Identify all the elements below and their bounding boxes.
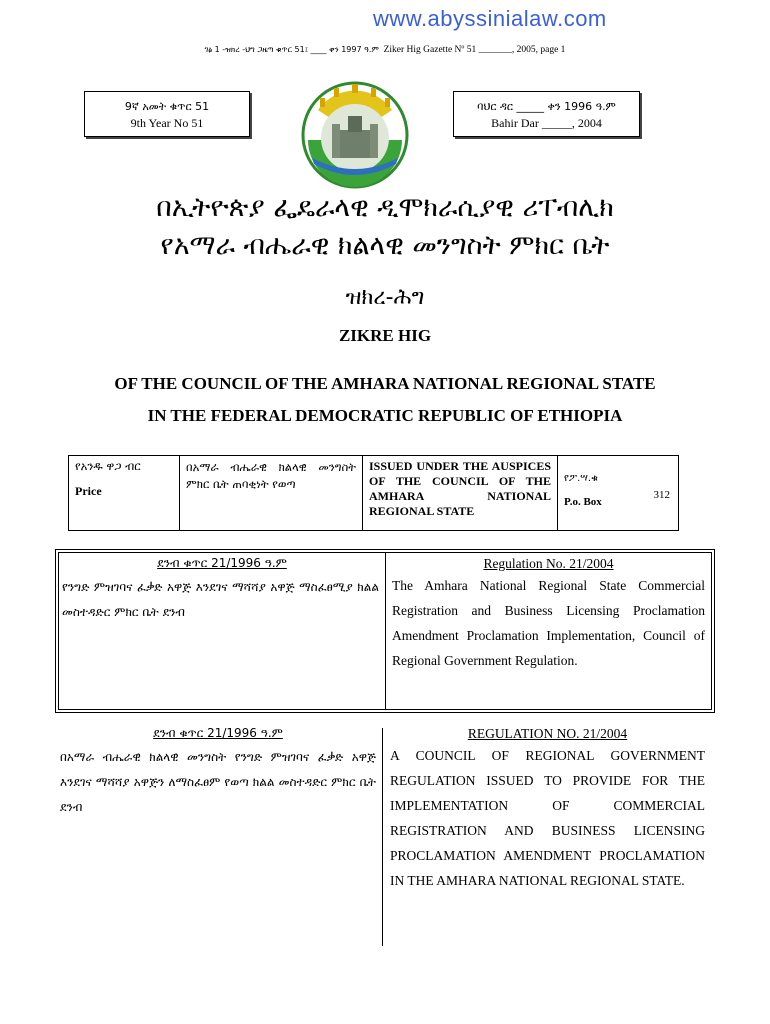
issued-english-cell <box>363 456 558 531</box>
gazette-name-english: ZIKRE HIG <box>338 326 432 345</box>
running-header-amharic: ገፅ 1 -ዝክረ -ህግ ጋዜጣ ቁጥር 51፤ ____ ቀን 1997 ዓ.ም <box>204 45 379 54</box>
regulation-main-heading-amharic: ደንብ ቁጥር 21/1996 ዓ.ም <box>153 726 283 740</box>
place-date-english: Bahir Dar _____, 2004 <box>491 116 602 130</box>
regulation-summary-amharic-column <box>59 553 386 709</box>
regulation-summary-body-amharic: የንግድ ምዝገባና ፈቃድ አዋጅ እንደገና ማሻሻያ አዋጅ ማስፈፀሚያ ክልል መስተዳድር ምክር ቤት ደንብ <box>62 580 379 619</box>
regulation-main-heading-english: REGULATION NO. 21/2004 <box>467 726 628 741</box>
title-english-line2: IN THE FEDERAL DEMOCRATIC REPUBLIC OF ETHIOPIA <box>147 406 623 425</box>
watermark-url[interactable]: www.abyssinialaw.com <box>373 6 607 31</box>
regulation-summary-heading-english: Regulation No. 21/2004 <box>483 556 614 571</box>
regulation-main-body-english: A COUNCIL OF REGIONAL GOVERNMENT REGULATION ISSUED TO PROVIDE FOR THE IMPLEMENTATION OF COMMERCIAL REGISTRATION AND BUSINESS LICENSING PROCLAMATION AMENDMENT PROCLAMATION IN THE AMHARA NATIONAL REGIONAL STATE. <box>390 748 705 888</box>
regulation-summary-body-english: The Amhara National Regional State Commercial Registration and Business Licensing Proclamation Amendment Proclamation Implementation, Council of Regional Government Regulation. <box>392 578 705 668</box>
price-amharic: የአንዱ ዋጋ ብር <box>75 459 141 473</box>
regulation-summary-box <box>58 552 712 710</box>
issued-amharic-cell <box>180 456 363 531</box>
place-date-box <box>453 91 640 137</box>
regulation-main-amharic-column <box>60 726 376 820</box>
pobox-english: P.o. Box <box>564 496 602 508</box>
column-divider <box>382 728 383 946</box>
title-amharic-line1: በኢትዮጵያ ፌዴራላዊ ዲሞክራሲያዊ ሪፐብሊክ <box>156 192 614 223</box>
year-number-amharic: 9ኛ አመት ቁጥር 51 <box>124 100 210 113</box>
year-number-box <box>84 91 250 137</box>
title-amharic-line2: የአማራ ብሔራዊ ክልላዊ መንግስት ምክር ቤት <box>160 230 610 261</box>
running-header <box>0 45 770 55</box>
place-date-amharic: ባህር ዳር _____ ቀን 1996 ዓ.ም <box>477 100 616 113</box>
regulation-main-english-column <box>390 726 705 893</box>
year-number-english: 9th Year No 51 <box>130 116 204 130</box>
regulation-summary-heading-amharic: ደንብ ቁጥር 21/1996 ዓ.ም <box>157 556 287 570</box>
regulation-main-body-amharic: በአማራ ብሔራዊ ክልላዊ መንግስት የንግድ ምዝገባና ፈቃድ አዋጅ እንደገና ማሻሻያ አዋጅን ለማስፈፀም የወጣ ክልል መስተዳድር ምክር ቤት ደንብ <box>60 750 376 814</box>
gazette-name-amharic: ዝክረ-ሕግ <box>345 285 425 310</box>
regional-emblem-logo <box>300 80 410 190</box>
price-cell <box>69 456 180 531</box>
pobox-number: 312 <box>653 489 670 501</box>
issued-english: ISSUED UNDER THE AUSPICES OF THE COUNCIL OF THE AMHARA NATIONAL REGIONAL STATE <box>369 459 551 518</box>
regulation-summary-english-column <box>386 553 711 709</box>
pobox-cell <box>558 456 679 531</box>
pobox-amharic: የፖ.ሣ.ቁ <box>564 473 598 484</box>
title-english-line1: OF THE COUNCIL OF THE AMHARA NATIONAL REGIONAL STATE <box>114 374 656 393</box>
issued-amharic: በአማራ ብሔራዊ ክልላዊ መንግስት ምክር ቤት ጠባቂነት የወጣ <box>186 460 356 491</box>
publication-info-table <box>68 455 679 531</box>
price-english: Price <box>75 484 102 498</box>
running-header-english: Ziker Hig Gazette Nº 51 _______, 2005, page 1 <box>383 45 566 55</box>
